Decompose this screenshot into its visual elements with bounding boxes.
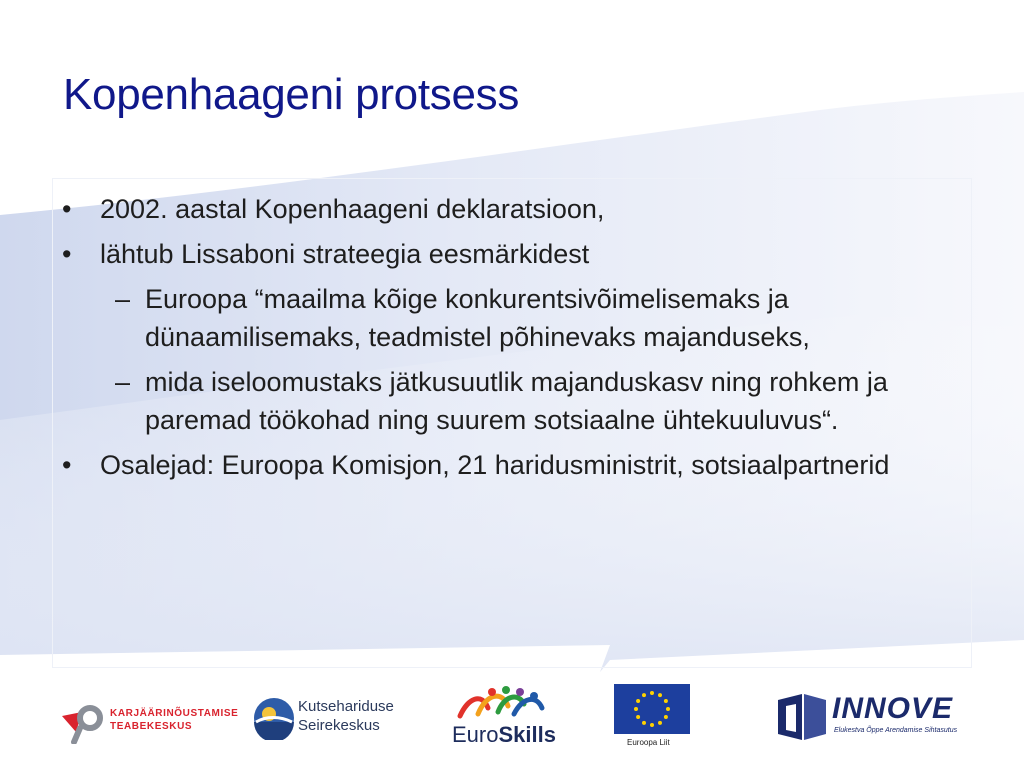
innove-tagline: Elukestva Õppe Arendamise Sihtasutus [834,727,958,734]
eu-flag-icon [614,684,690,734]
karjaar-logo [60,702,240,746]
kutse-emblem-icon [252,696,296,740]
sub-bullet-text: Euroopa “maailma kõige konkurentsivõimelisemaks ja dünaamilisemaks, teadmistel põhinevaks majanduseks, [145,284,810,352]
euroskills-logo [448,684,558,752]
eu-logo [614,684,690,750]
euroskills-part1: Euro [452,722,499,747]
bullet-item-1 [60,190,970,228]
bullet-marker: • [62,239,72,269]
euroskills-figures-icon [448,684,558,720]
kutse-line2: Seirekeskus [298,717,380,734]
bullet-text: 2002. aastal Kopenhaageni deklaratsioon, [100,194,605,224]
innove-name: INNOVE [832,692,954,725]
bullet-text: lähtub Lissaboni strateegia eesmärkidest [100,239,590,269]
innove-emblem-icon [776,692,828,742]
innove-logo [776,692,976,744]
footer-logos [0,672,1024,768]
bullet-list [60,190,970,491]
euroskills-text [452,722,556,748]
kutse-logo [252,694,412,744]
euroskills-part2: Skills [498,722,556,747]
bullet-text: Osalejad: Euroopa Komisjon, 21 haridusministrit, sotsiaalpartnerid [100,450,890,480]
kutse-line1: Kutsehariduse [298,698,394,715]
slide-title: Kopenhaageni protsess [63,70,520,119]
eu-caption: Euroopa Liit [627,738,670,747]
sub-bullet-marker: – [115,367,131,397]
karjaar-line1: KARJÄÄRINÕUSTAMISE [110,708,239,719]
karjaar-line2: TEABEKESKUS [110,721,193,732]
karjaar-emblem-icon [60,702,106,744]
bullet-item-2 [60,235,970,273]
sub-bullet-item-1 [60,280,970,356]
bullet-marker: • [62,450,72,480]
sub-bullet-marker: – [115,284,131,314]
sub-bullet-text: mida iseloomustaks jätkusuutlik majanduskasv ning rohkem ja paremad töökohad ning suurem sotsiaalne ühtekuuluvus“. [145,367,888,435]
sub-bullet-item-2 [60,363,970,439]
bullet-marker: • [62,194,72,224]
bullet-item-3 [60,446,970,484]
